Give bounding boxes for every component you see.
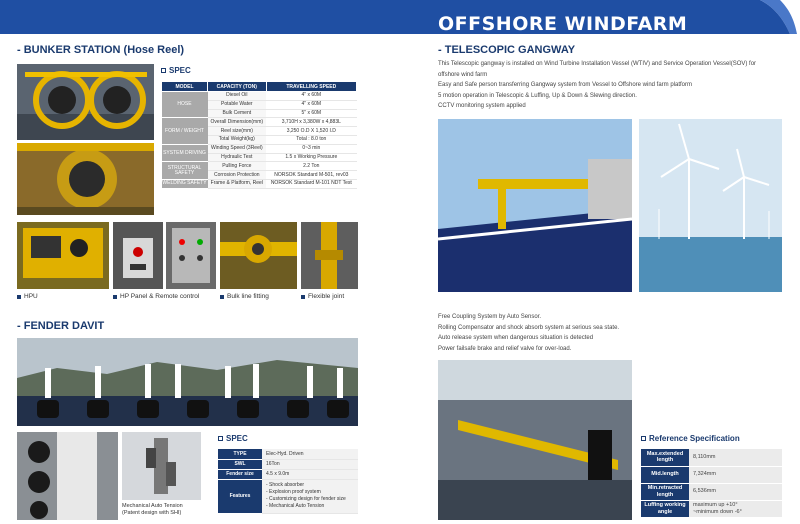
fender-closeup-photo bbox=[17, 432, 118, 520]
table-header: CAPACITY (TON) bbox=[208, 82, 267, 92]
spec-value: - Shock absorber - Explosion proof system - Customizing design for fender size - Mechanical Auto Tension bbox=[262, 479, 358, 513]
gangway-description bbox=[438, 59, 783, 112]
spec-key: TYPE bbox=[218, 449, 262, 459]
table-cell: 1.5 x Working Pressure bbox=[266, 153, 356, 162]
remote-control-photo bbox=[166, 222, 216, 289]
ref-value: 8,110mm bbox=[689, 449, 782, 466]
table-cell: 5" x 60M bbox=[266, 109, 356, 118]
spec-key: SWL bbox=[218, 459, 262, 469]
table-cell: Corrosion Protection bbox=[208, 171, 267, 180]
ref-key: Max.extended length bbox=[641, 449, 689, 466]
reference-spec-table bbox=[641, 449, 782, 518]
bunker-spec-label bbox=[161, 66, 191, 75]
table-cell: Bulk Cement bbox=[208, 109, 267, 118]
description-line: CCTV monitoring system applied bbox=[438, 103, 526, 109]
fender-davit-photo bbox=[17, 338, 358, 426]
bunker-spec-text: SPEC bbox=[169, 66, 191, 75]
table-cell: Total Weight(kg) bbox=[208, 135, 267, 144]
description-line: This Telescopic gangway is installed on Wind Turbine Installation Vessel (WTIV) and Service Operation Vessel(SOV) for bbox=[438, 61, 757, 67]
table-cell: NORSOK Standard M-101 NDT Test bbox=[266, 179, 356, 188]
page-title: OFFSHORE WINDFARM bbox=[438, 13, 688, 35]
table-cell: 3,710H x 3,380W x 4,883L bbox=[266, 118, 356, 127]
caption-hp-panel bbox=[113, 293, 199, 300]
auto-tension-caption: Mechanical Auto Tension (Patent design with SHI) bbox=[122, 503, 183, 516]
ref-key: Mid.length bbox=[641, 466, 689, 483]
square-bullet-icon bbox=[17, 295, 21, 299]
ref-key: Min.retracted length bbox=[641, 483, 689, 500]
table-header: MODEL bbox=[162, 82, 208, 92]
gangway-vessel-photo bbox=[438, 119, 632, 292]
caption-hpu bbox=[17, 293, 38, 300]
ref-value: maximum up +10° ~minimum down -6° bbox=[689, 500, 782, 517]
header-banner bbox=[0, 0, 800, 34]
spec-value: 16Ton bbox=[262, 459, 358, 469]
fender-section-title: - FENDER DAVIT bbox=[17, 320, 105, 332]
table-cell: NORSOK Standard M-501, rev03 bbox=[266, 171, 356, 180]
fender-spec-table bbox=[218, 449, 358, 514]
description-line: offshore wind farm bbox=[438, 71, 488, 78]
feature-line: Free Coupling System by Auto Sensor. bbox=[438, 314, 542, 320]
table-cell: Total : 8.0 ton bbox=[266, 135, 356, 144]
bunker-spec-table bbox=[161, 81, 357, 189]
feature-line: Power failsafe brake and relief valve for over-load. bbox=[438, 345, 572, 352]
square-bullet-icon bbox=[113, 295, 117, 299]
wind-turbine-photo bbox=[639, 119, 782, 292]
ref-spec-text: Reference Specification bbox=[649, 434, 740, 443]
caption-bulk-line bbox=[220, 293, 269, 300]
hose-reel-photo-2 bbox=[17, 143, 154, 215]
caption-text: HP Panel & Remote control bbox=[120, 293, 200, 300]
fender-spec-text: SPEC bbox=[226, 434, 248, 443]
group-label: HOSE bbox=[162, 92, 208, 118]
feature-line: Rolling Compensator and shock absorb system at serious sea state. bbox=[438, 324, 620, 331]
flexible-joint-photo bbox=[301, 222, 358, 289]
table-cell: Pulling Force bbox=[208, 162, 267, 171]
hp-panel-photo bbox=[113, 222, 163, 289]
table-cell: 2.2 Ton bbox=[266, 162, 356, 171]
gangway-section-title: - TELESCOPIC GANGWAY bbox=[438, 44, 576, 56]
table-cell: Reel size(mm) bbox=[208, 127, 267, 136]
spec-value: 4.5 x 9.0m bbox=[262, 469, 358, 479]
square-bullet-icon bbox=[641, 436, 646, 441]
ref-value: 7,324mm bbox=[689, 466, 782, 483]
table-cell: Overall Dimension(mm) bbox=[208, 118, 267, 127]
square-bullet-icon bbox=[218, 436, 223, 441]
square-bullet-icon bbox=[161, 68, 166, 73]
square-bullet-icon bbox=[220, 295, 224, 299]
caption-text: Flexible joint bbox=[308, 293, 345, 300]
bulk-line-photo bbox=[220, 222, 297, 289]
group-label: WELDING SAFETY bbox=[162, 180, 207, 187]
hose-reel-photo-1 bbox=[17, 64, 154, 140]
table-header: TRAVELLING SPEED bbox=[266, 82, 356, 92]
auto-tension-photo bbox=[122, 432, 201, 500]
bunker-section-title: - BUNKER STATION (Hose Reel) bbox=[17, 44, 185, 56]
ref-value: 6,536mm bbox=[689, 483, 782, 500]
description-line: 5 motion operation in Telescopic & Luffing, Up & Down & Slewing direction. bbox=[438, 92, 637, 99]
table-cell: Frame & Platform, Reel bbox=[208, 179, 267, 188]
caption-text: HPU bbox=[24, 293, 38, 300]
table-cell: 0~3 min bbox=[266, 144, 356, 153]
group-label: SYSTEM DRIVING bbox=[162, 144, 208, 162]
caption-text: Bulk line fitting bbox=[227, 293, 269, 300]
group-label: STRUCTURAL SAFETY bbox=[162, 162, 208, 180]
table-cell: Winding Speed (3Reel) bbox=[208, 144, 267, 153]
table-cell: Diesel Oil bbox=[208, 92, 267, 101]
table-cell: 4" x 60M bbox=[266, 92, 356, 101]
table-cell: 3,250 O.D X 1,520 I.D bbox=[266, 127, 356, 136]
table-cell: 4" x 60M bbox=[266, 100, 356, 109]
gangway-features bbox=[438, 312, 638, 354]
spec-value: Elec-Hyd. Driven bbox=[262, 449, 358, 459]
caption-flexible-joint bbox=[301, 293, 344, 300]
spec-key: Fender size bbox=[218, 469, 262, 479]
description-line: Easy and Safe person transferring Gangway system from Vessel to Offshore wind farm platform bbox=[438, 82, 693, 88]
group-label: FORM / WEIGHT bbox=[162, 118, 208, 144]
spec-key: Features bbox=[218, 479, 262, 513]
square-bullet-icon bbox=[301, 295, 305, 299]
ref-spec-label bbox=[641, 434, 740, 443]
hpu-photo bbox=[17, 222, 109, 289]
gangway-deck-photo bbox=[438, 360, 632, 520]
feature-line: Auto release system when dangerous situation is detected bbox=[438, 335, 594, 341]
table-cell: Hydraulic Test bbox=[208, 153, 267, 162]
table-cell: Potable Water bbox=[208, 100, 267, 109]
ref-key: Luffing working angle bbox=[641, 500, 689, 517]
fender-spec-label bbox=[218, 434, 248, 443]
